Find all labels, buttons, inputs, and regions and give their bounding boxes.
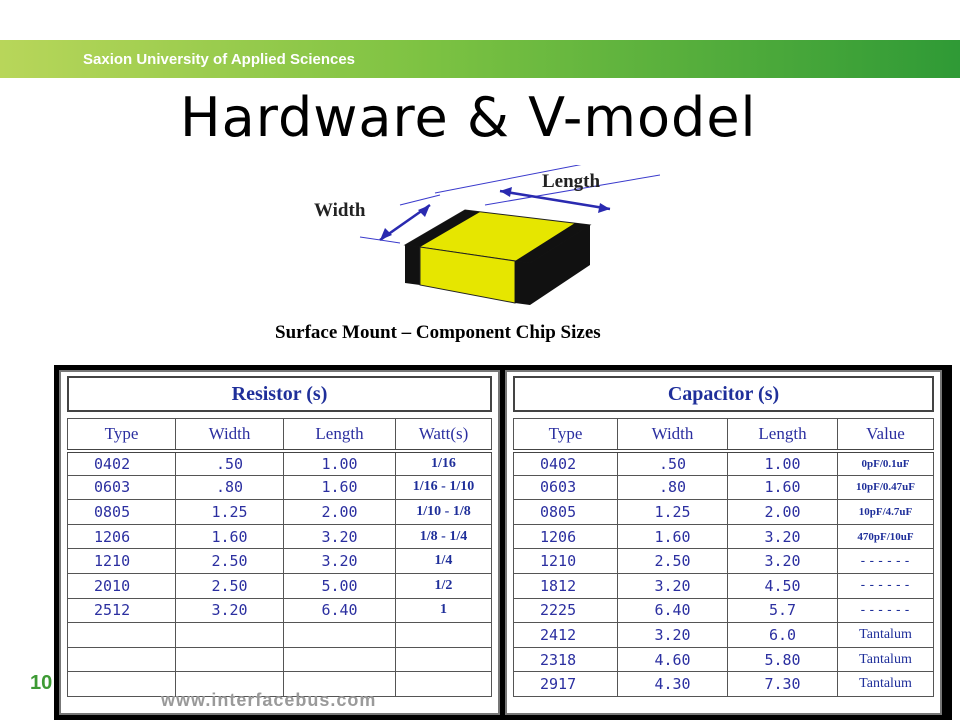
empty-cell	[176, 647, 284, 672]
table-row	[68, 549, 492, 574]
table-row	[514, 647, 934, 672]
empty-cell	[396, 672, 492, 697]
table-cell: 0603	[68, 475, 176, 500]
table-row	[514, 623, 934, 648]
table-cell: 0pF/0.1uF	[838, 451, 934, 476]
table-row	[68, 500, 492, 525]
table-cell: 4.60	[618, 647, 728, 672]
table-cell: 6.40	[618, 598, 728, 623]
table-cell: 0402	[514, 451, 618, 476]
table-cell: 1.60	[618, 524, 728, 549]
table-cell: ------	[838, 549, 934, 574]
empty-cell	[68, 647, 176, 672]
table-cell: 6.40	[284, 598, 396, 623]
table-cell: 3.20	[284, 524, 396, 549]
table-cell: Tantalum	[838, 623, 934, 648]
length-label: Length	[542, 171, 601, 192]
table-cell: 5.00	[284, 573, 396, 598]
col-header: Watt(s)	[396, 419, 492, 451]
width-label: Width	[314, 200, 366, 221]
capacitor-table	[513, 418, 934, 697]
table-cell: 1/8 - 1/4	[396, 524, 492, 549]
chip-illustration	[300, 165, 660, 315]
table-cell: 1.00	[284, 451, 396, 476]
table-cell: 2917	[514, 672, 618, 697]
table-cell: 0603	[514, 475, 618, 500]
institution-name: Saxion University of Applied Sciences	[83, 51, 356, 68]
table-cell: 4.50	[728, 573, 838, 598]
table-cell: 7.30	[728, 672, 838, 697]
table-cell: 1/10 - 1/8	[396, 500, 492, 525]
table-row	[68, 647, 492, 672]
table-cell: 3.20	[728, 549, 838, 574]
empty-cell	[284, 647, 396, 672]
table-row	[514, 573, 934, 598]
table-cell: 2512	[68, 598, 176, 623]
table-cell: ------	[838, 598, 934, 623]
capacitor-panel	[505, 370, 942, 715]
table-cell: 6.0	[728, 623, 838, 648]
table-cell: 470pF/10uF	[838, 524, 934, 549]
capacitor-title: Capacitor (s)	[513, 376, 934, 412]
table-cell: 10pF/0.47uF	[838, 475, 934, 500]
table-row	[514, 475, 934, 500]
table-cell: ------	[838, 573, 934, 598]
col-header: Length	[284, 419, 396, 451]
chip-size-tables	[54, 365, 952, 720]
table-cell: Tantalum	[838, 672, 934, 697]
table-cell: 2.50	[176, 549, 284, 574]
table-row	[68, 451, 492, 476]
table-cell: 3.20	[618, 573, 728, 598]
table-cell: 2.50	[618, 549, 728, 574]
table-cell: 0805	[514, 500, 618, 525]
table-row	[514, 598, 934, 623]
table-cell: 1/16	[396, 451, 492, 476]
table-cell: 3.20	[618, 623, 728, 648]
table-cell: 2225	[514, 598, 618, 623]
table-cell: 1.00	[728, 451, 838, 476]
col-header: Type	[68, 419, 176, 451]
table-cell: 1.60	[176, 524, 284, 549]
resistor-panel	[59, 370, 500, 715]
table-cell: 1	[396, 598, 492, 623]
table-cell: 1.25	[618, 500, 728, 525]
table-row	[68, 524, 492, 549]
table-cell: 4.30	[618, 672, 728, 697]
table-cell: 1/4	[396, 549, 492, 574]
resistor-title: Resistor (s)	[67, 376, 492, 412]
table-cell: 2.50	[176, 573, 284, 598]
empty-cell	[396, 647, 492, 672]
table-cell: 1.25	[176, 500, 284, 525]
table-cell: 2.00	[728, 500, 838, 525]
slide-title: Hardware & V-model	[180, 86, 757, 149]
table-cell: 2318	[514, 647, 618, 672]
table-cell: 5.80	[728, 647, 838, 672]
table-row	[68, 598, 492, 623]
table-cell: 1206	[68, 524, 176, 549]
table-row	[514, 549, 934, 574]
table-cell: .80	[618, 475, 728, 500]
table-cell: 1812	[514, 573, 618, 598]
col-header: Length	[728, 419, 838, 451]
table-cell: 1.60	[284, 475, 396, 500]
col-header: Width	[176, 419, 284, 451]
empty-cell	[68, 623, 176, 648]
table-cell: 5.7	[728, 598, 838, 623]
page-number: 10	[30, 672, 53, 694]
table-cell: 2010	[68, 573, 176, 598]
table-cell: .50	[176, 451, 284, 476]
table-row	[514, 451, 934, 476]
table-cell: 2.00	[284, 500, 396, 525]
resistor-table	[67, 418, 492, 697]
table-cell: 3.20	[176, 598, 284, 623]
col-header: Type	[514, 419, 618, 451]
empty-cell	[176, 623, 284, 648]
table-row	[514, 500, 934, 525]
table-row	[514, 672, 934, 697]
table-cell: 1.60	[728, 475, 838, 500]
table-cell: 3.20	[728, 524, 838, 549]
table-cell: 1210	[68, 549, 176, 574]
table-cell: 1/16 - 1/10	[396, 475, 492, 500]
table-row	[68, 623, 492, 648]
table-cell: 1206	[514, 524, 618, 549]
col-header: Value	[838, 419, 934, 451]
table-cell: 2412	[514, 623, 618, 648]
table-cell: 1210	[514, 549, 618, 574]
table-cell: 0805	[68, 500, 176, 525]
empty-cell	[284, 623, 396, 648]
figure-caption: Surface Mount – Component Chip Sizes	[275, 322, 601, 343]
empty-cell	[396, 623, 492, 648]
table-row	[68, 573, 492, 598]
empty-cell	[68, 672, 176, 697]
watermark: www.interfacebus.com	[161, 690, 377, 710]
table-cell: 3.20	[284, 549, 396, 574]
table-cell: .50	[618, 451, 728, 476]
col-header: Width	[618, 419, 728, 451]
table-row	[514, 524, 934, 549]
table-cell: Tantalum	[838, 647, 934, 672]
table-cell: 1/2	[396, 573, 492, 598]
table-cell: 0402	[68, 451, 176, 476]
table-row	[68, 475, 492, 500]
table-cell: .80	[176, 475, 284, 500]
table-cell: 10pF/4.7uF	[838, 500, 934, 525]
